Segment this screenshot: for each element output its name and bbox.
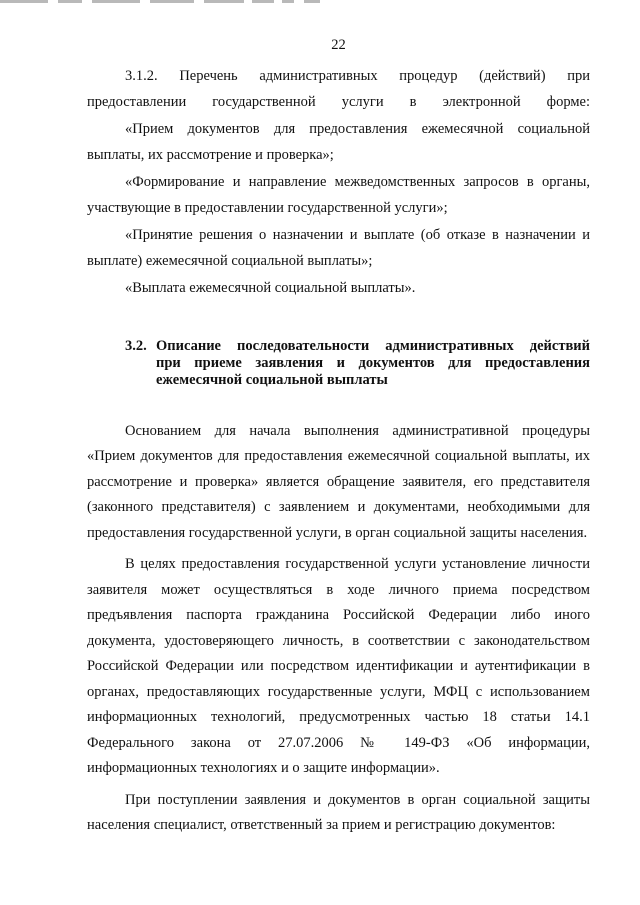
- document-page: [87, 36, 590, 839]
- page-number: 22: [331, 37, 346, 53]
- paragraph-identity: В целях предоставления государственной услуги установление личности заявителя может осуществляться в ходе личного приема посредством предъявления паспорта гражданина Российской Федерации либо иного документа, удостоверяющего личность, в соответствии с законодательством Российской Федерации или посредством идентификации и аутентификации в органах, предоставляющих государственные услуги, МФЦ с использованием информационных технологий, предусмотренных частью 18 статьи 14.1 Федерального закона от 27.07.2006 № 149-ФЗ «Об информации, информационных технологиях и о защите информации».: [87, 556, 590, 776]
- procedure-item-3: «Принятие решения о назначении и выплате (об отказе в назначении и выплате) ежемесячной социальной выплаты»;: [87, 227, 590, 269]
- section-heading-line-1: Описание последовательности административных действий: [156, 337, 590, 354]
- procedure-item-2: «Формирование и направление межведомственных запросов в органы, участвующие в предоставлении государственной услуги»;: [87, 174, 590, 216]
- section-3-1-2-intro: 3.1.2. Перечень административных процедур (действий) при предоставлении государственной услуги в электронной форме:: [87, 68, 590, 110]
- section-heading-line-3: ежемесячной социальной выплаты: [156, 371, 388, 388]
- section-heading-number: 3.2.: [125, 337, 147, 354]
- procedure-item-1: «Прием документов для предоставления ежемесячной социальной выплаты, их рассмотрение и проверка»;: [87, 121, 590, 163]
- paragraph-basis: Основанием для начала выполнения административной процедуры «Прием документов для предоставления ежемесячной социальной выплаты, их рассмотрение и проверка» является обращение заявителя, его представителя (законного представителя) с заявлением и документами, необходимыми для предоставления государственной услуги, в орган социальной защиты населения.: [87, 422, 590, 541]
- section-heading-text: [156, 338, 590, 389]
- procedure-item-4: «Выплата ежемесячной социальной выплаты».: [125, 280, 416, 296]
- paragraph-receipt: При поступлении заявления и документов в орган социальной защиты населения специалист, ответственный за прием и регистрацию документов:: [87, 791, 590, 833]
- section-heading-line-2: при приеме заявления и документов для предоставления: [156, 354, 590, 371]
- scan-artifact-marks: [0, 0, 330, 6]
- section-heading-3-2: [87, 338, 590, 389]
